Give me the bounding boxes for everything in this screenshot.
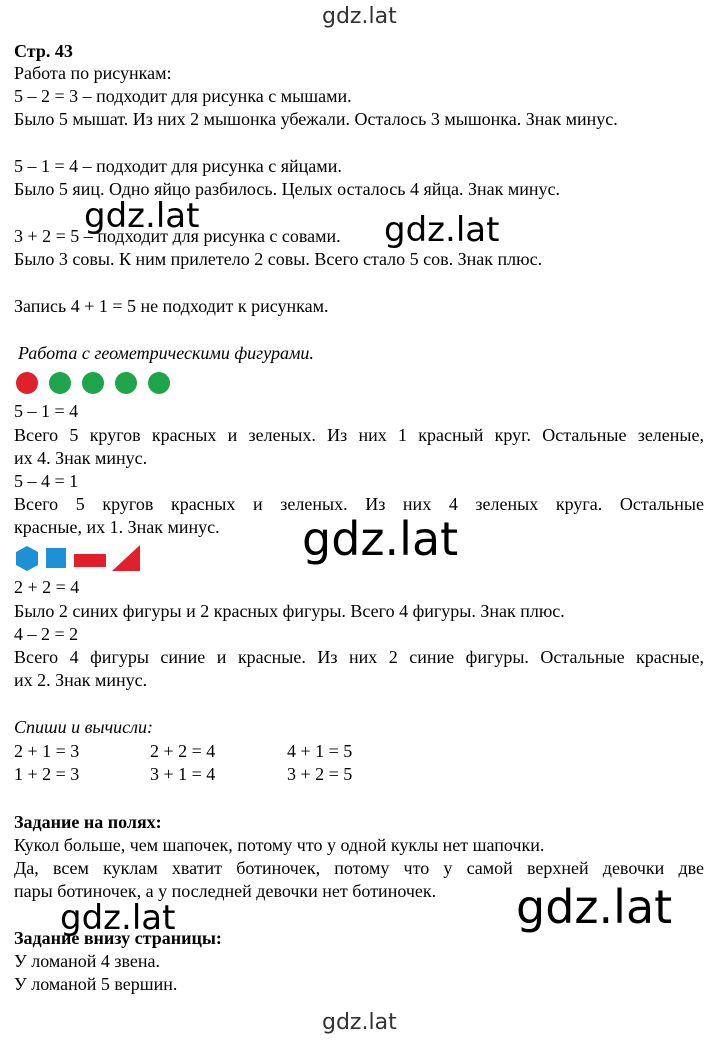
exercise-cell: 3 + 1 = 4: [150, 764, 216, 784]
watermark: gdz.lat: [302, 512, 459, 566]
exercise-cell: 2 + 2 = 4: [150, 741, 216, 761]
text-line: У ломаной 4 звена.: [14, 951, 161, 971]
equation: 5 – 4 = 1: [14, 471, 79, 491]
text-line: Было 2 синих фигуры и 2 красных фигуры. Всего 4 фигуры. Знак плюс.: [14, 601, 565, 621]
equation: 5 – 1 = 4: [14, 401, 79, 421]
exercise-cell: 3 + 2 = 5: [287, 764, 353, 784]
text-line: пары ботиночек, а у последней девочки нет ботиночек.: [14, 881, 437, 901]
section3-heading: Спиши и вычисли:: [14, 717, 154, 737]
text-line: Было 5 яиц. Одно яйцо разбилось. Целых осталось 4 яйца. Знак минус.: [14, 179, 561, 199]
text-line: Да, всем куклам хватит ботиночек, потому что у самой верхней девочки две: [14, 858, 704, 878]
text-line: 5 – 1 = 4 – подходит для рисунка с яйцами.: [14, 156, 342, 176]
exercise-cell: 4 + 1 = 5: [287, 741, 353, 761]
section1-heading: Работа по рисункам:: [14, 63, 172, 83]
circle-row: [14, 370, 174, 396]
page-label: Стр. 43: [14, 41, 73, 61]
text-line: У ломаной 5 вершин.: [14, 974, 178, 994]
red-circle-icon: [16, 372, 38, 394]
text-line: Было 5 мышат. Из них 2 мышонка убежали. Осталось 3 мышонка. Знак минус.: [14, 109, 618, 129]
text-line: их 2. Знак минус.: [14, 670, 148, 690]
watermark: gdz.lat: [516, 880, 673, 934]
text-line: Всего 4 фигуры синие и красные. Из них 2 синие фигуры. Остальные красные,: [14, 647, 704, 667]
equation: 2 + 2 = 4: [14, 577, 80, 597]
watermark-top: gdz.lat: [322, 4, 397, 29]
text-line: Всего 5 кругов красных и зеленых. Из них 4 зеленых круга. Остальные: [14, 494, 704, 514]
section5-heading: Задание внизу страницы:: [14, 928, 222, 948]
text-line: 5 – 2 = 3 – подходит для рисунка с мышами.: [14, 86, 352, 106]
equation: 4 – 2 = 2: [14, 624, 79, 644]
text-line: Кукол больше, чем шапочек, потому что у одной куклы нет шапочки.: [14, 835, 545, 855]
green-circle-icon: [148, 372, 170, 394]
green-circle-icon: [82, 372, 104, 394]
watermark: gdz.lat: [84, 196, 200, 236]
green-circle-icon: [115, 372, 137, 394]
watermark: gdz.lat: [384, 210, 500, 250]
red-triangle-icon: [112, 545, 140, 571]
watermark: gdz.lat: [60, 898, 176, 938]
red-rectangle-icon: [74, 554, 106, 567]
text-line: Всего 5 кругов красных и зеленых. Из них 1 красный круг. Остальные зеленые,: [14, 425, 704, 445]
exercise-cell: 1 + 2 = 3: [14, 764, 80, 784]
section2-heading: Работа с геометрическими фигурами.: [18, 343, 314, 363]
text-line: Было 3 совы. К ним прилетело 2 совы. Всего стало 5 сов. Знак плюс.: [14, 249, 543, 269]
text-line: красные, их 1. Знак минус.: [14, 517, 220, 537]
blue-hexagon-icon: [16, 546, 38, 571]
text-line: Запись 4 + 1 = 5 не подходит к рисункам.: [14, 296, 329, 316]
green-circle-icon: [49, 372, 71, 394]
text-line: 3 + 2 = 5 – подходит для рисунка с совами.: [14, 226, 341, 246]
watermark-bottom: gdz.lat: [322, 1010, 397, 1035]
exercise-cell: 2 + 1 = 3: [14, 741, 80, 761]
text-line: их 4. Знак минус.: [14, 448, 148, 468]
blue-square-icon: [46, 548, 66, 568]
section4-heading: Задание на полях:: [14, 812, 162, 832]
figure-row: [14, 544, 144, 574]
